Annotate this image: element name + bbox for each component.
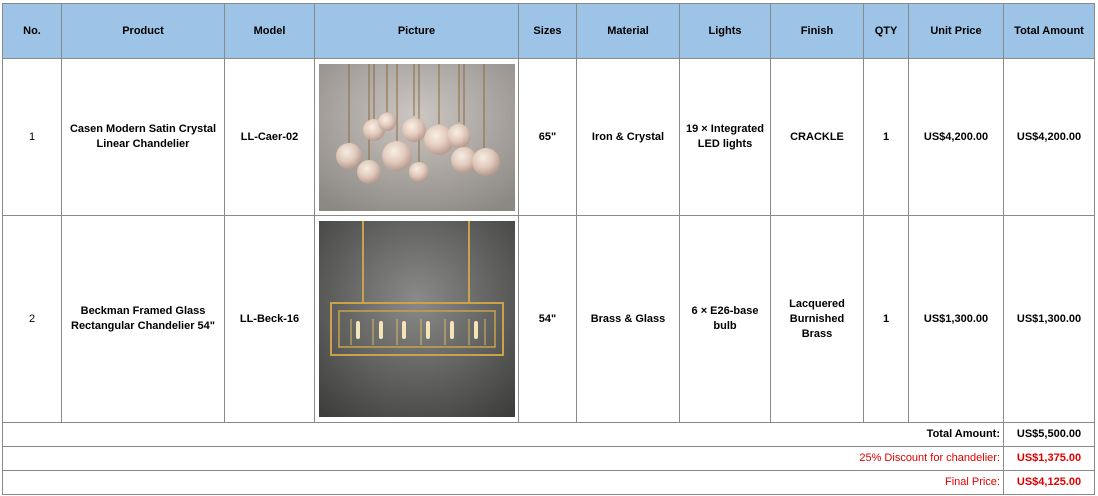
item-picture bbox=[315, 216, 519, 423]
item-finish: Lacquered Burnished Brass bbox=[771, 216, 864, 423]
header-material: Material bbox=[577, 4, 680, 59]
item-qty: 1 bbox=[864, 59, 909, 216]
item-material: Iron & Crystal bbox=[577, 59, 680, 216]
header-no: No. bbox=[3, 4, 62, 59]
item-finish: CRACKLE bbox=[771, 59, 864, 216]
item-model: LL-Caer-02 bbox=[225, 59, 315, 216]
item-lights: 6 × E26-base bulb bbox=[680, 216, 771, 423]
discount-value: US$1,375.00 bbox=[1004, 447, 1095, 471]
discount-label: 25% Discount for chandelier: bbox=[859, 452, 1000, 464]
discount-row bbox=[3, 447, 1095, 471]
header-qty: QTY bbox=[864, 4, 909, 59]
header-lights: Lights bbox=[680, 4, 771, 59]
item-product: Casen Modern Satin Crystal Linear Chandelier bbox=[62, 59, 225, 216]
item-model: LL-Beck-16 bbox=[225, 216, 315, 423]
final-price-value: US$4,125.00 bbox=[1004, 471, 1095, 495]
item-no: 1 bbox=[3, 59, 62, 216]
total-amount-label: Total Amount: bbox=[926, 428, 1000, 440]
header-picture: Picture bbox=[315, 4, 519, 59]
item-sizes: 54" bbox=[519, 216, 577, 423]
item-qty: 1 bbox=[864, 216, 909, 423]
total-amount-row bbox=[3, 423, 1095, 447]
item-unit-price: US$1,300.00 bbox=[909, 216, 1004, 423]
item-no: 2 bbox=[3, 216, 62, 423]
table-row bbox=[3, 59, 1095, 216]
final-price-label: Final Price: bbox=[944, 476, 1000, 488]
item-material: Brass & Glass bbox=[577, 216, 680, 423]
header-unit-price: Unit Price bbox=[909, 4, 1004, 59]
table-row bbox=[3, 216, 1095, 423]
header-row bbox=[3, 4, 1095, 59]
header-sizes: Sizes bbox=[519, 4, 577, 59]
final-price-row bbox=[3, 471, 1095, 495]
header-finish: Finish bbox=[771, 4, 864, 59]
header-product: Product bbox=[62, 4, 225, 59]
item-picture bbox=[315, 59, 519, 216]
rectangular-chandelier-photo bbox=[319, 221, 515, 417]
header-total-amount: Total Amount bbox=[1004, 4, 1095, 59]
globe-chandelier-photo bbox=[319, 64, 515, 211]
item-total-amount: US$1,300.00 bbox=[1004, 216, 1095, 423]
item-lights: 19 × Integrated LED lights bbox=[680, 59, 771, 216]
header-model: Model bbox=[225, 4, 315, 59]
total-amount-value: US$5,500.00 bbox=[1004, 423, 1095, 447]
item-total-amount: US$4,200.00 bbox=[1004, 59, 1095, 216]
quotation-table bbox=[2, 3, 1095, 495]
item-product: Beckman Framed Glass Rectangular Chandelier 54" bbox=[62, 216, 225, 423]
item-unit-price: US$4,200.00 bbox=[909, 59, 1004, 216]
item-sizes: 65" bbox=[519, 59, 577, 216]
